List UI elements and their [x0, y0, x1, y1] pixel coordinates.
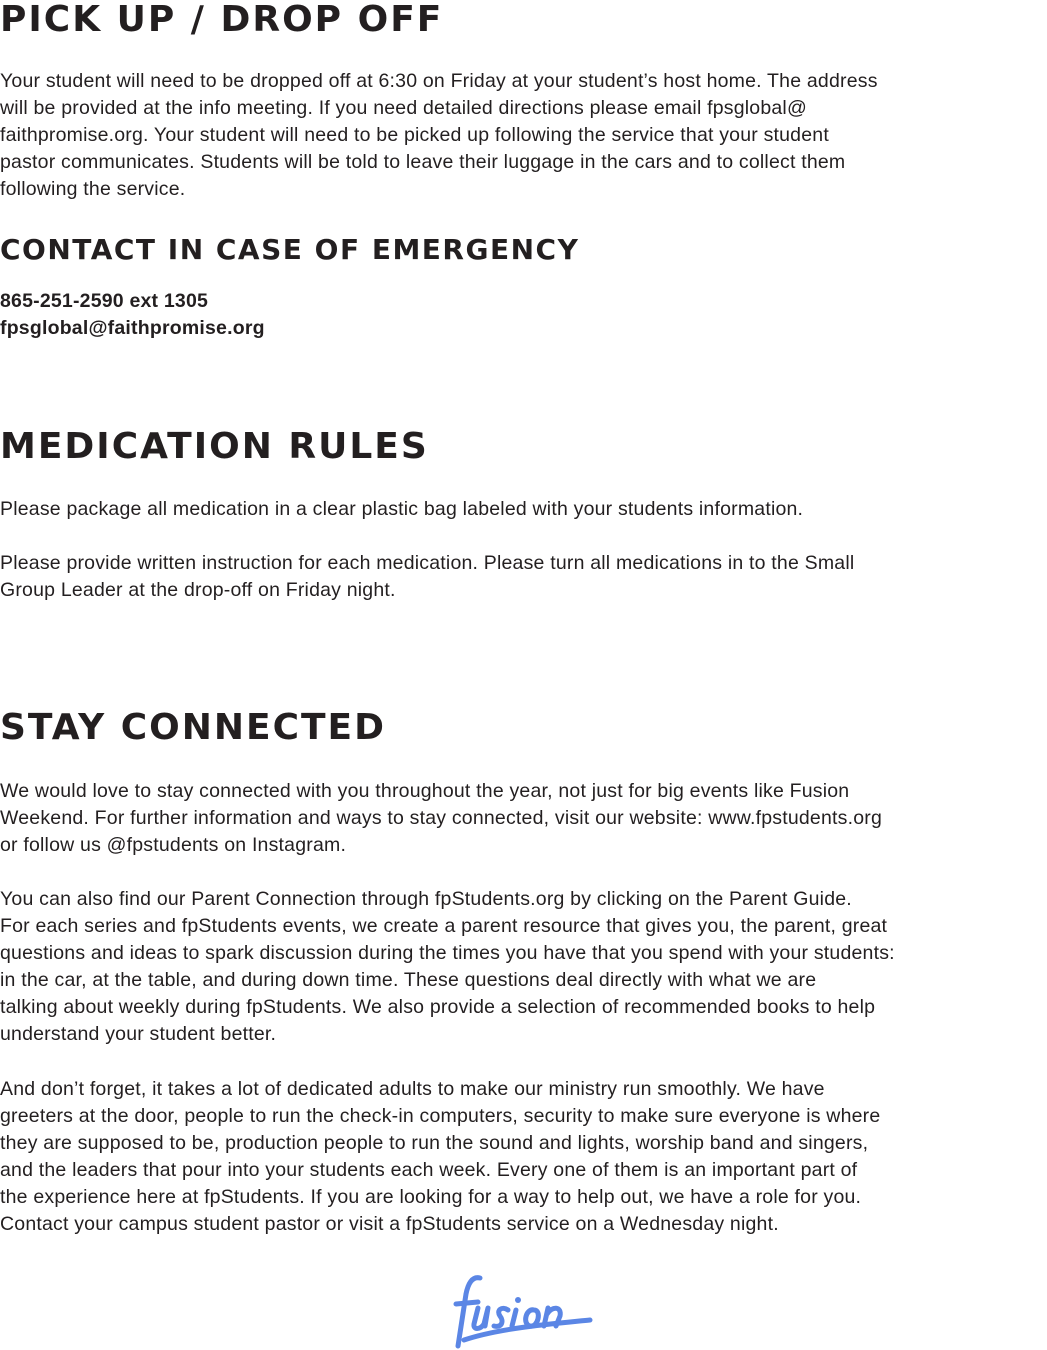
medication-paragraph-2: [0, 550, 854, 604]
medication-heading: MEDICATION RULES: [0, 426, 429, 467]
stay-line: For each series and fpStudents events, we create a parent resource that gives you, the parent, great: [0, 915, 888, 937]
contact-details: [0, 288, 265, 342]
stay-line: and the leaders that pour into your students each week. Every one of them is an important part of: [0, 1159, 858, 1181]
stay-line: or follow us @fpstudents on Instagram.: [0, 834, 347, 856]
stay-connected-heading: STAY CONNECTED: [0, 707, 387, 748]
contact-phone: 865-251-2590 ext 1305: [0, 290, 209, 312]
medication-line: Please package all medication in a clear plastic bag labeled with your students information.: [0, 498, 804, 520]
pickup-line: pastor communicates. Students will be told to leave their luggage in the cars and to collect them: [0, 151, 846, 173]
fusion-logo: [450, 1268, 600, 1350]
stay-line: Weekend. For further information and ways to stay connected, visit our website: www.fpstudents.org: [0, 807, 882, 829]
medication-line: Group Leader at the drop-off on Friday night.: [0, 579, 396, 601]
stay-line: We would love to stay connected with you throughout the year, not just for big events like Fusion: [0, 780, 850, 802]
medication-paragraph-1: [0, 496, 803, 523]
contact-heading: CONTACT IN CASE OF EMERGENCY: [0, 233, 580, 266]
pickup-line: Your student will need to be dropped off at 6:30 on Friday at your student’s host home. The address: [0, 70, 878, 92]
pickup-heading: PICK UP / DROP OFF: [0, 0, 444, 40]
stay-line: in the car, at the table, and during down time. These questions deal directly with what we are: [0, 969, 817, 991]
stay-line: they are supposed to be, production people to run the sound and lights, worship band and singers,: [0, 1132, 869, 1154]
stay-paragraph-2: [0, 886, 895, 1048]
medication-line: Please provide written instruction for each medication. Please turn all medications in to the Small: [0, 552, 855, 574]
stay-line: the experience here at fpStudents. If you are looking for a way to help out, we have a role for you.: [0, 1186, 862, 1208]
stay-line: questions and ideas to spark discussion during the times you have that you spend with your students:: [0, 942, 895, 964]
stay-line: Contact your campus student pastor or visit a fpStudents service on a Wednesday night.: [0, 1213, 779, 1235]
pickup-line: will be provided at the info meeting. If you need detailed directions please email fpsglobal@: [0, 97, 807, 119]
stay-paragraph-3: [0, 1076, 880, 1238]
stay-line: understand your student better.: [0, 1023, 277, 1045]
pickup-line: following the service.: [0, 178, 186, 200]
stay-line: You can also find our Parent Connection through fpStudents.org by clicking on the Parent Guide.: [0, 888, 852, 910]
stay-line: talking about weekly during fpStudents. We also provide a selection of recommended books to help: [0, 996, 876, 1018]
pickup-paragraph: [0, 68, 878, 203]
contact-email: fpsglobal@faithpromise.org: [0, 317, 265, 339]
stay-paragraph-1: [0, 778, 882, 859]
stay-line: greeters at the door, people to run the check-in computers, security to make sure everyone is where: [0, 1105, 881, 1127]
pickup-line: faithpromise.org. Your student will need to be picked up following the service that your student: [0, 124, 829, 146]
stay-line: And don’t forget, it takes a lot of dedicated adults to make our ministry run smoothly. We have: [0, 1078, 825, 1100]
